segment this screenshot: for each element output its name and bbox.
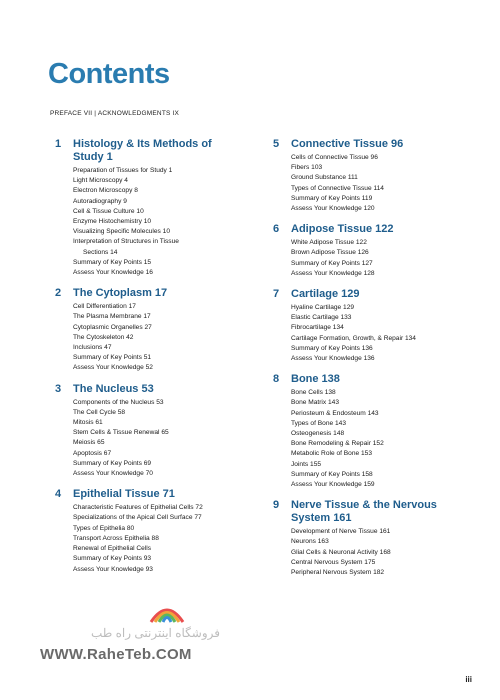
- section-entry: Apoptosis 67: [73, 449, 112, 457]
- chapter-title: Epithelial Tissue 71: [73, 488, 175, 501]
- section-entry: Hyaline Cartilage 129: [291, 304, 355, 312]
- section-entry: Joints 155: [291, 460, 322, 468]
- chapter-title: Adipose Tissue 122: [291, 223, 394, 236]
- chapter-6: [273, 223, 473, 279]
- section-entry: The Cell Cycle 58: [73, 408, 126, 416]
- section-entry: Assess Your Knowledge 16: [73, 269, 153, 277]
- chapter-heading: [55, 287, 255, 300]
- section-entry: Development of Nerve Tissue 161: [291, 528, 391, 536]
- section-entry: Types of Connective Tissue 114: [291, 184, 384, 192]
- section-entry: Characteristic Features of Epithelial Cells 72: [73, 504, 203, 512]
- section-entry: Metabolic Role of Bone 153: [291, 450, 373, 458]
- toc-right-column: [273, 138, 473, 587]
- chapter-title: Connective Tissue 96: [291, 138, 404, 150]
- section-entry: Components of the Nucleus 53: [73, 398, 164, 406]
- section-list: [291, 153, 473, 214]
- section-entry: Types of Bone 143: [291, 419, 346, 427]
- chapter-number: 9: [273, 499, 280, 512]
- chapter-heading: [273, 373, 473, 386]
- chapter-title: The Nucleus 53: [73, 382, 154, 395]
- chapter-7: [273, 288, 473, 364]
- chapter-number: 1: [55, 138, 62, 150]
- section-entry: White Adipose Tissue 122: [291, 239, 367, 247]
- section-entry: Inclusions 47: [73, 344, 112, 352]
- section-entry: Summary of Key Points 51: [73, 354, 152, 362]
- section-entry: Electron Microscopy 8: [73, 187, 138, 195]
- chapter-heading: [273, 138, 473, 151]
- page-number: iii: [465, 675, 472, 684]
- section-entry: Cartilage Formation, Growth, & Repair 134: [291, 334, 416, 342]
- chapter-title: Bone 138: [291, 373, 340, 386]
- chapter-title: Nerve Tissue & the Nervous System 161: [291, 499, 437, 525]
- section-entry: Bone Remodeling & Repair 152: [291, 440, 384, 448]
- chapter-8: [273, 373, 473, 490]
- section-list: [291, 527, 473, 578]
- section-entry: Assess Your Knowledge 70: [73, 470, 153, 478]
- section-entry: Assess Your Knowledge 159: [291, 481, 375, 489]
- chapter-number: 5: [273, 138, 280, 150]
- section-list: [73, 398, 255, 480]
- section-entry: Summary of Key Points 93: [73, 555, 152, 563]
- section-entry: Assess Your Knowledge 120: [291, 205, 375, 213]
- chapter-title: The Cytoplasm 17: [73, 287, 168, 300]
- section-entry: Summary of Key Points 127: [291, 259, 373, 267]
- section-list: [291, 238, 473, 279]
- section-entry: Transport Across Epithelia 88: [73, 534, 159, 542]
- section-entry: Light Microscopy 4: [73, 177, 128, 185]
- section-entry: Peripheral Nervous System 182: [291, 569, 385, 577]
- section-entry: Renewal of Epithelial Cells: [73, 545, 152, 553]
- toc-left-column: [55, 138, 255, 584]
- section-entry: Interpretation of Structures in Tissue: [73, 238, 179, 246]
- section-entry: Central Nervous System 175: [291, 558, 376, 566]
- section-entry: Glial Cells & Neuronal Activity 168: [291, 548, 391, 556]
- section-entry: Summary of Key Points 69: [73, 459, 152, 467]
- section-entry: Summary of Key Points 158: [291, 470, 373, 478]
- chapter-heading: [273, 288, 473, 301]
- chapter-number: 8: [273, 373, 280, 386]
- section-entry: The Plasma Membrane 17: [73, 313, 151, 321]
- chapter-4: [55, 488, 255, 574]
- section-entry: Bone Matrix 143: [291, 399, 340, 407]
- chapter-heading: [55, 138, 255, 164]
- section-list: [73, 503, 255, 574]
- section-entry: Cytoplasmic Organelles 27: [73, 323, 152, 331]
- chapter-1: [55, 138, 255, 278]
- section-entry: Types of Epithelia 80: [73, 524, 135, 532]
- section-list: [291, 303, 473, 364]
- section-entry: Autoradiography 9: [73, 197, 127, 205]
- section-entry: Summary of Key Points 119: [291, 194, 373, 202]
- section-entry: Enzyme Histochemistry 10: [73, 218, 152, 226]
- watermark-url: WWW.RaheTeb.COM: [40, 646, 192, 663]
- chapter-9: [273, 499, 473, 578]
- watermark-logo-icon: [147, 596, 187, 624]
- section-entry: Summary of Key Points 136: [291, 344, 373, 352]
- section-entry: Specializations of the Apical Cell Surface 77: [73, 514, 202, 522]
- chapter-heading: [273, 223, 473, 236]
- chapter-number: 2: [55, 287, 62, 300]
- section-entry: Cell Differentiation 17: [73, 303, 136, 311]
- section-entry: Assess Your Knowledge 136: [291, 355, 375, 363]
- section-entry: Cell & Tissue Culture 10: [73, 207, 144, 215]
- section-entry: Brown Adipose Tissue 126: [291, 249, 369, 257]
- section-entry: Assess Your Knowledge 128: [291, 269, 375, 277]
- section-list: [291, 388, 473, 490]
- chapter-2: [55, 287, 255, 373]
- section-entry: Preparation of Tissues for Study 1: [73, 167, 173, 174]
- section-entry: The Cytoskeleton 42: [73, 333, 134, 341]
- section-entry: Sections 14: [83, 248, 118, 256]
- section-entry: Meiosis 65: [73, 439, 105, 447]
- section-entry: Osteogenesis 148: [291, 430, 345, 438]
- chapter-title: Histology & Its Methods of Study 1: [73, 138, 212, 163]
- chapter-heading: [273, 499, 473, 525]
- section-entry: Fibrocartilage 134: [291, 324, 344, 332]
- chapter-number: 7: [273, 288, 280, 301]
- section-entry: Cells of Connective Tissue 96: [291, 154, 378, 161]
- front-matter-line: PREFACE VII | ACKNOWLEDGMENTS IX: [50, 110, 180, 117]
- chapter-5: [273, 138, 473, 214]
- section-entry: Assess Your Knowledge 52: [73, 364, 153, 372]
- section-entry: Neurons 163: [291, 538, 329, 546]
- watermark-persian-text: فروشگاه اینترنتی راه طب: [90, 626, 220, 640]
- chapter-heading: [55, 383, 255, 396]
- chapter-number: 3: [55, 382, 62, 395]
- section-entry: Bone Cells 138: [291, 389, 336, 397]
- chapter-number: 6: [273, 223, 280, 236]
- watermark: [40, 596, 220, 668]
- section-entry: Summary of Key Points 15: [73, 258, 152, 266]
- section-entry: Elastic Cartilage 133: [291, 314, 352, 322]
- page-title: Contents: [48, 58, 170, 90]
- section-entry: Mitosis 61: [73, 419, 103, 427]
- section-entry: Fibers 103: [291, 164, 323, 172]
- section-entry: Visualizing Specific Molecules 10: [73, 228, 171, 236]
- chapter-title: Cartilage 129: [291, 288, 360, 301]
- section-entry: Periosteum & Endosteum 143: [291, 409, 379, 417]
- section-list: [73, 166, 255, 278]
- section-entry: Stem Cells & Tissue Renewal 65: [73, 429, 169, 437]
- chapter-heading: [55, 488, 255, 501]
- section-entry: Assess Your Knowledge 93: [73, 565, 153, 573]
- chapter-3: [55, 383, 255, 480]
- section-entry: Ground Substance 111: [291, 174, 358, 182]
- section-list: [73, 302, 255, 373]
- chapter-number: 4: [55, 488, 62, 501]
